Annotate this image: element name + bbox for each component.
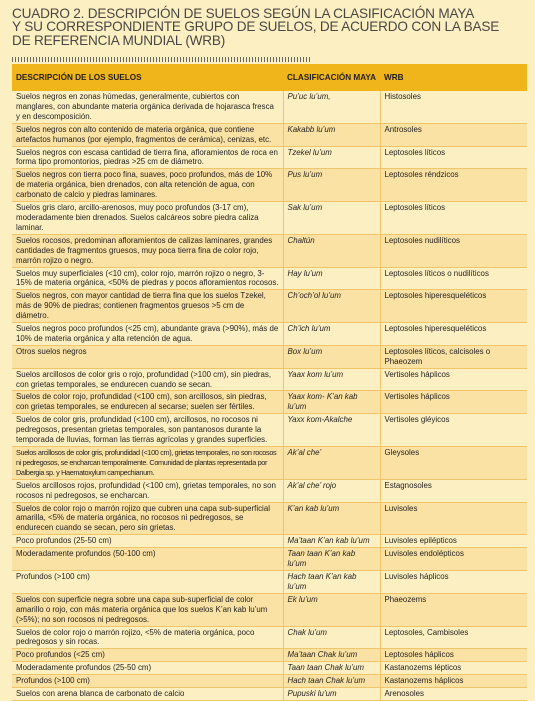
table-row: [12, 234, 527, 267]
maya-classification-cell: Sak lu’um: [283, 202, 380, 235]
caption-line-2: Y SU CORRESPONDIENTE GRUPO DE SUELOS, DE ACUERDO CON LA BASE: [12, 19, 500, 35]
maya-classification-cell: Ma’taan Chak lu’um: [283, 649, 380, 662]
soil-description-cell: Suelos de color gris, profundidad (<100 cm), arcillosos, no rocosos ni pedregosos, presentan grietas temporales, son pantanosos durante la temporada de lluvias, forman las tierras agrícolas y grandes superficies.: [12, 414, 283, 447]
wrb-group-cell: Luvisoles háplicos: [380, 570, 527, 593]
wrb-group-cell: Phaeozems: [380, 593, 527, 626]
wrb-group-cell: Vertisoles háplicos: [380, 391, 527, 414]
soil-description-cell: Suelos de color rojo o marrón rojizo que cubren una capa sub-superficial amarilla, <5% de materia orgánica, no rocosos ni pedregosos, se endurecen cuando se secan, pero sin grietas.: [12, 502, 283, 535]
soil-description-cell: Suelos muy superficiales (<10 cm), color rojo, marrón rojizo o negro, 3-15% de materia orgánica, <50% de piedras y pocos afloramientos rocosos.: [12, 267, 283, 290]
soil-description-cell: Otros suelos negros: [12, 345, 283, 368]
soil-description-cell: Suelos negros con tierra poco fina, suaves, poco profundos, más de 10% de materia orgánica, bien drenados, con alta retención de agua, con carbonato de calcio y piedras laminares.: [12, 169, 283, 202]
maya-classification-cell: Yaax kom lu’um: [283, 368, 380, 391]
wrb-group-cell: Estagnosoles: [380, 479, 527, 502]
table-row: [12, 267, 527, 290]
table-row: [12, 626, 527, 649]
maya-classification-cell: Yaxx kom-Akalche: [283, 414, 380, 447]
table-row: [12, 535, 527, 548]
maya-classification-cell: Hay lu’um: [283, 267, 380, 290]
soil-description-cell: Suelos negros con alto contenido de materia orgánica, que contiene artefactos humanos (por ejemplo, fragmentos de cerámica), cenizas, etc.: [12, 123, 283, 146]
maya-classification-cell: K’an kab lu’um: [283, 502, 380, 535]
soil-description-cell: Moderadamente profundos (25-50 cm): [12, 662, 283, 675]
wrb-group-cell: Leptosoles líticos: [380, 146, 527, 169]
table-row: [12, 662, 527, 675]
soil-description-cell: Suelos gris claro, arcillo-arenosos, muy poco profundos (3-17 cm), moderadamente bien drenados. Suelos calcáreos sobre piedra caliza laminar.: [12, 202, 283, 235]
soil-description-cell: Suelos negros en zonas húmedas, generalmente, cubiertos con manglares, con abundante materia orgánica derivada de hojarasca fresca y en descomposición.: [12, 91, 283, 123]
table-row: [12, 570, 527, 593]
maya-classification-cell: Hach taan Chak lu’um: [283, 675, 380, 688]
soil-description-cell: Poco profundos (25-50 cm): [12, 535, 283, 548]
soil-description-cell: Suelos arcillosos rojos, profundidad (<100 cm), grietas temporales, no son rocosos ni pedregosos, se encharcan.: [12, 479, 283, 502]
soil-description-cell: Suelos rocosos, predominan afloramientos de calizas laminares, grandes cantidades de fragmentos gruesos, muy poca tierra fina de color rojo, marrón rojizo o negro.: [12, 234, 283, 267]
maya-classification-cell: Hach taan K’an kab lu’um: [283, 570, 380, 593]
maya-classification-cell: Pu’uc lu’um,: [283, 91, 380, 123]
wrb-group-cell: Kastanozems lépticos: [380, 662, 527, 675]
header-wrb: WRB: [384, 73, 404, 82]
table-row: [12, 91, 527, 123]
wrb-group-cell: Gleysoles: [380, 447, 527, 480]
table-row: [12, 391, 527, 414]
wrb-group-cell: Leptosoles líticos: [380, 202, 527, 235]
soil-description-cell: Suelos negros con escasa cantidad de tierra fina, afloramientos de roca en forma tipo promontorios, piedras >25 cm de diámetro.: [12, 146, 283, 169]
maya-classification-cell: Tzekel lu’um: [283, 146, 380, 169]
table-header-row: [12, 64, 527, 91]
table-row: [12, 479, 527, 502]
table-row: [12, 323, 527, 346]
soil-description-cell: Moderadamente profundos (50-100 cm): [12, 548, 283, 571]
wrb-group-cell: Luvisoles: [380, 502, 527, 535]
maya-classification-cell: Yaax kom- K’an kab lu’um: [283, 391, 380, 414]
table-row: [12, 502, 527, 535]
wrb-group-cell: Antrosoles: [380, 123, 527, 146]
table-row: [12, 548, 527, 571]
wrb-group-cell: Luvisoles endolépticos: [380, 548, 527, 571]
maya-classification-cell: Box lu’um: [283, 345, 380, 368]
soil-description-cell: Suelos arcillosos de color gris, profundidad (<100 cm), grietas temporales, no son rocosos ni pedregosos, se encharcan temporalmente. Comunidad de plantas representada por Dalbergia sp. y Haematoxylum campechianum.: [12, 447, 283, 480]
table-row: [12, 414, 527, 447]
table-row: [12, 290, 527, 323]
soil-description-cell: Suelos con arena blanca de carbonato de calcio: [12, 688, 283, 701]
caption-line-3: DE REFERENCIA MUNDIAL (WRB): [12, 32, 226, 48]
maya-classification-cell: Taan taan Chak lu’um: [283, 662, 380, 675]
soil-description-cell: Suelos de color rojo, profundidad (<100 cm), son arcillosos, sin piedras, con grietas temporales, se endurecen al secarse; suelen ser fértiles.: [12, 391, 283, 414]
maya-classification-cell: Ak’al che’ rojo: [283, 479, 380, 502]
wrb-group-cell: Leptosoles líticos, calcisoles o Phaeozem: [380, 345, 527, 368]
wrb-group-cell: Leptosoles háplicos: [380, 649, 527, 662]
wrb-group-cell: Arenosoles: [380, 688, 527, 701]
wrb-group-cell: Vertisoles háplicos: [380, 368, 527, 391]
maya-classification-cell: Ma’taan K’an kab lu’um: [283, 535, 380, 548]
soil-description-cell: Suelos de color rojo o marrón rojizo, <5% de materia orgánica, poco pedregosos y sin rocas.: [12, 626, 283, 649]
wrb-group-cell: Leptosoles nudilíticos: [380, 234, 527, 267]
maya-classification-cell: Chak lu’um: [283, 626, 380, 649]
maya-classification-cell: Taan taan K’an kab lu’um: [283, 548, 380, 571]
maya-classification-cell: Chaltún: [283, 234, 380, 267]
soil-description-cell: Suelos negros, con mayor cantidad de tierra fina que los suelos Tzekel, más de 90% de piedras; contienen fragmentos gruesos >5 cm de diámetro.: [12, 290, 283, 323]
table-row: [12, 593, 527, 626]
soil-classification-table: [12, 64, 527, 701]
soil-description-cell: Suelos arcillosos de color gris o rojo, profundidad (>100 cm), sin piedras, con grietas temporales, se endurecen cuando se secan.: [12, 368, 283, 391]
wrb-group-cell: Vertisoles gléyicos: [380, 414, 527, 447]
caption-line-1: CUADRO 2. DESCRIPCIÓN DE SUELOS SEGÚN LA CLASIFICACIÓN MAYA: [12, 6, 475, 21]
table-row: [12, 447, 527, 480]
soil-description-cell: Suelos negros poco profundos (<25 cm), abundante grava (>90%), más de 10% de materia orgánica y alta retención de agua.: [12, 323, 283, 346]
wrb-group-cell: Leptosoles réndzicos: [380, 169, 527, 202]
maya-classification-cell: Ak’al che’: [283, 447, 380, 480]
table-row: [12, 345, 527, 368]
table-row: [12, 146, 527, 169]
table-row: [12, 202, 527, 235]
wrb-group-cell: Kastanozems háplicos: [380, 675, 527, 688]
table-row: [12, 169, 527, 202]
maya-classification-cell: Ek lu’um: [283, 593, 380, 626]
table-caption: [12, 7, 527, 47]
soil-description-cell: Poco profundos (<25 cm): [12, 649, 283, 662]
wrb-group-cell: Leptosoles hiperesqueléticos: [380, 290, 527, 323]
wrb-group-cell: Leptosoles hiperesqueléticos: [380, 323, 527, 346]
table-row: [12, 649, 527, 662]
soil-description-cell: Suelos con superficie negra sobre una capa sub-superficial de color amarillo o rojo, con más materia orgánica que los suelos K’an kab lu’um (>5%); no son rocosos ni pedregosos.: [12, 593, 283, 626]
soil-description-cell: Profundos (>100 cm): [12, 675, 283, 688]
caption-decorative-rule: [12, 57, 312, 62]
table-row: [12, 123, 527, 146]
maya-classification-cell: Pus lu’um: [283, 169, 380, 202]
wrb-group-cell: Luvisoles epilépticos: [380, 535, 527, 548]
header-maya-classification: CLASIFICACIÓN MAYA: [287, 73, 377, 82]
soil-description-cell: Profundos (>100 cm): [12, 570, 283, 593]
table-row: [12, 368, 527, 391]
wrb-group-cell: Histosoles: [380, 91, 527, 123]
maya-classification-cell: Ch’ich lu’um: [283, 323, 380, 346]
table-body: [12, 91, 527, 700]
wrb-group-cell: Leptosoles, Cambisoles: [380, 626, 527, 649]
table-row: [12, 688, 527, 701]
maya-classification-cell: Kakabb lu’um: [283, 123, 380, 146]
wrb-group-cell: Leptosoles líticos o nudilíticos: [380, 267, 527, 290]
maya-classification-cell: Pupuski lu’um: [283, 688, 380, 701]
header-description: DESCRIPCIÓN DE LOS SUELOS: [16, 73, 142, 82]
maya-classification-cell: Ch’och’ol lu’um: [283, 290, 380, 323]
